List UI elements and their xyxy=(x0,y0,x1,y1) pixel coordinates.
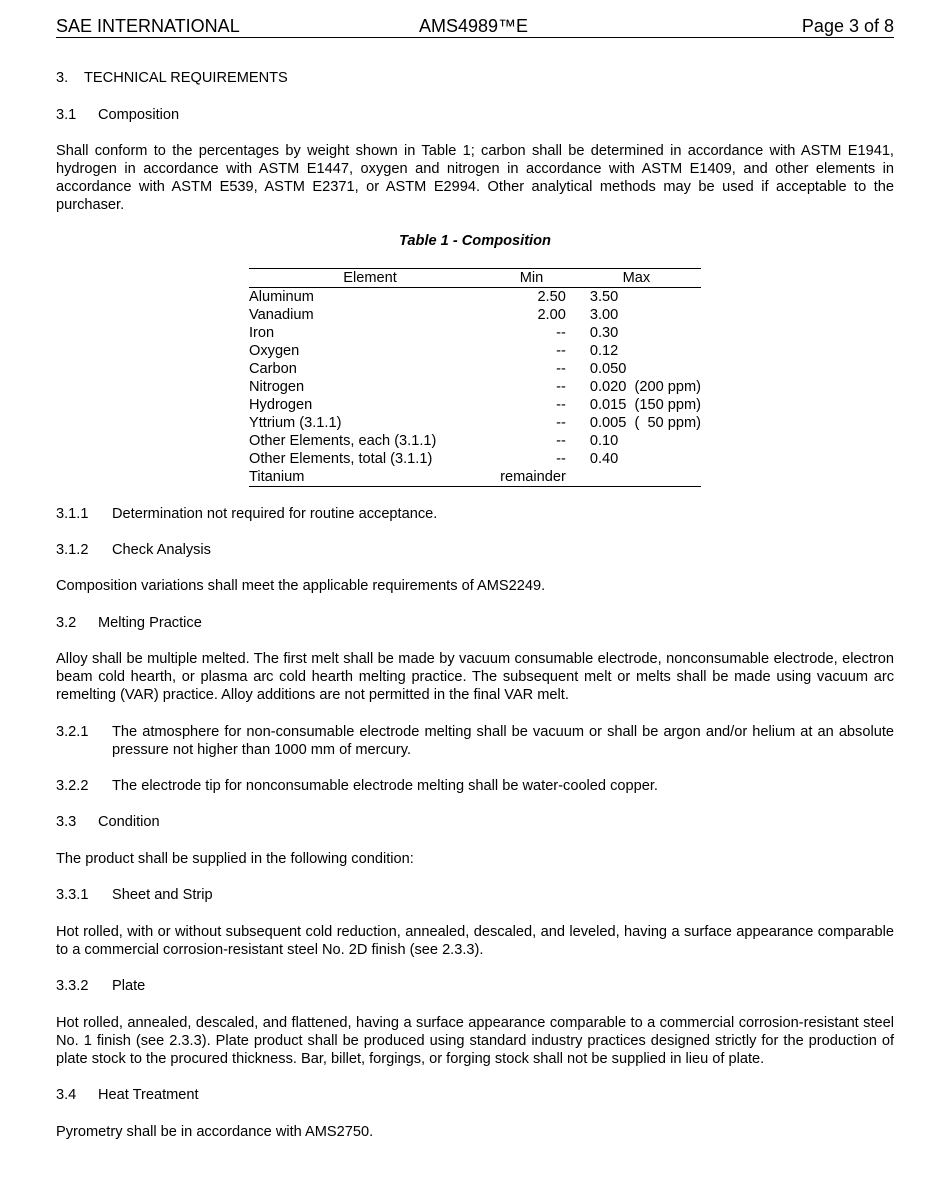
cell-element: Carbon xyxy=(249,361,297,377)
table-row xyxy=(249,360,701,378)
section-3-1-1: 3.1.1 Determination not required for routine acceptance. xyxy=(56,506,438,522)
section-3-heading: 3. TECHNICAL REQUIREMENTS xyxy=(56,70,288,86)
cell-max: 0.12 xyxy=(589,343,619,359)
cell-max: 0.020 (200 ppm) xyxy=(589,379,701,395)
table-row xyxy=(249,288,701,307)
header-doc-id: AMS4989™E xyxy=(419,16,529,36)
cell-min: -- xyxy=(556,397,566,413)
header-org: SAE INTERNATIONAL xyxy=(56,16,240,36)
table-header-row xyxy=(249,269,701,288)
cell-element: Other Elements, total (3.1.1) xyxy=(249,451,433,467)
cell-min: remainder xyxy=(491,468,572,487)
cell-min: -- xyxy=(556,415,566,431)
cell-element: Other Elements, each (3.1.1) xyxy=(249,433,437,449)
column-header-element: Element xyxy=(249,269,491,288)
cell-max: 0.050 xyxy=(589,361,627,377)
cell-max: 0.015 (150 ppm) xyxy=(589,397,701,413)
column-header-min: Min xyxy=(491,269,572,288)
section-3-3-1-body: Hot rolled, with or without subsequent cold reduction, annealed, descaled, and leveled, having a surface appearance comparable to a commercial corrosion-resistant steel No. 2D finish (see 2.3.3). xyxy=(56,924,894,958)
cell-min: -- xyxy=(556,361,566,377)
page-header xyxy=(56,15,894,38)
cell-max: 0.10 xyxy=(589,433,619,449)
cell-max: 0.40 xyxy=(589,451,619,467)
cell-element: Hydrogen xyxy=(249,397,313,413)
cell-max: 3.00 xyxy=(589,307,619,323)
cell-element: Yttrium (3.1.1) xyxy=(249,415,342,431)
table-row xyxy=(249,306,701,324)
section-3-3-heading: 3.3 Condition xyxy=(56,814,160,830)
section-3-3-1-heading: 3.3.1 Sheet and Strip xyxy=(56,887,213,903)
cell-min: -- xyxy=(556,433,566,449)
section-3-3-body: The product shall be supplied in the following condition: xyxy=(56,851,414,867)
section-3-2-heading: 3.2 Melting Practice xyxy=(56,615,202,631)
section-3-4-heading: 3.4 Heat Treatment xyxy=(56,1087,199,1103)
cell-element: Nitrogen xyxy=(249,379,305,395)
cell-max: 0.30 xyxy=(589,325,619,341)
section-3-3-2-heading: 3.3.2 Plate xyxy=(56,978,146,994)
section-3-1-2-heading: 3.1.2 Check Analysis xyxy=(56,542,211,558)
cell-element: Titanium xyxy=(249,468,491,487)
cell-element: Aluminum xyxy=(249,289,314,305)
section-3-1-heading: 3.1 Composition xyxy=(56,107,180,123)
table-row xyxy=(249,414,701,432)
section-3-2-2: 3.2.2 The electrode tip for nonconsumable electrode melting shall be water-cooled copper. xyxy=(56,778,658,794)
table-row xyxy=(249,396,701,414)
table-row xyxy=(249,432,701,450)
header-page-number: Page 3 of 8 xyxy=(801,16,894,36)
cell-min: 2.00 xyxy=(537,307,566,323)
cell-min: 2.50 xyxy=(537,289,566,305)
table-row xyxy=(249,378,701,396)
cell-max xyxy=(572,468,701,487)
section-3-1-2-body: Composition variations shall meet the applicable requirements of AMS2249. xyxy=(56,578,546,594)
cell-min: -- xyxy=(556,325,566,341)
cell-min: -- xyxy=(556,451,566,467)
section-3-1-body: Shall conform to the percentages by weight shown in Table 1; carbon shall be determined in accordance with ASTM E1941, hydrogen in accordance with ASTM E1447, oxygen and nitrogen in accordance with ASTM E1409, and other elements in accordance with ASTM E539, ASTM E2371, or ASTM E2994. Other analytical methods may be used if acceptable to the purchaser. xyxy=(56,143,894,213)
table-row xyxy=(249,324,701,342)
composition-table xyxy=(249,268,701,487)
section-3-4-body: Pyrometry shall be in accordance with AMS2750. xyxy=(56,1124,374,1140)
cell-max: 0.005 ( 50 ppm) xyxy=(589,415,701,431)
cell-element: Iron xyxy=(249,325,275,341)
cell-min: -- xyxy=(556,343,566,359)
table-row xyxy=(249,450,701,468)
column-header-max: Max xyxy=(572,269,701,288)
table-row xyxy=(249,342,701,360)
section-3-3-2-body: Hot rolled, annealed, descaled, and flattened, having a surface appearance comparable to a commercial corrosion-resistant steel No. 1 finish (see 2.3.3). Plate product shall be produced using standard industry practices designed strictly for the production of plate stock to the procured thickness. Bar, billet, forgings, or forging stock shall not be supplied in lieu of plate. xyxy=(56,1015,894,1067)
table-1-caption: Table 1 - Composition xyxy=(399,233,551,249)
cell-min: -- xyxy=(556,379,566,395)
cell-max: 3.50 xyxy=(589,289,619,305)
section-3-2-body: Alloy shall be multiple melted. The first melt shall be made by vacuum consumable electrode, nonconsumable electrode, electron beam cold hearth, or plasma arc cold hearth melting practice. The subsequent melt or melts shall be made using vacuum arc remelting (VAR) practice. Alloy additions are not permitted in the final VAR melt. xyxy=(56,651,894,703)
table-row xyxy=(249,468,701,487)
cell-element: Oxygen xyxy=(249,343,300,359)
cell-element: Vanadium xyxy=(249,307,314,323)
section-3-2-1: 3.2.1 The atmosphere for non-consumable electrode melting shall be vacuum or shall be argon and/or helium at an absolute pressure not higher than 1000 mm of mercury. xyxy=(56,724,894,758)
